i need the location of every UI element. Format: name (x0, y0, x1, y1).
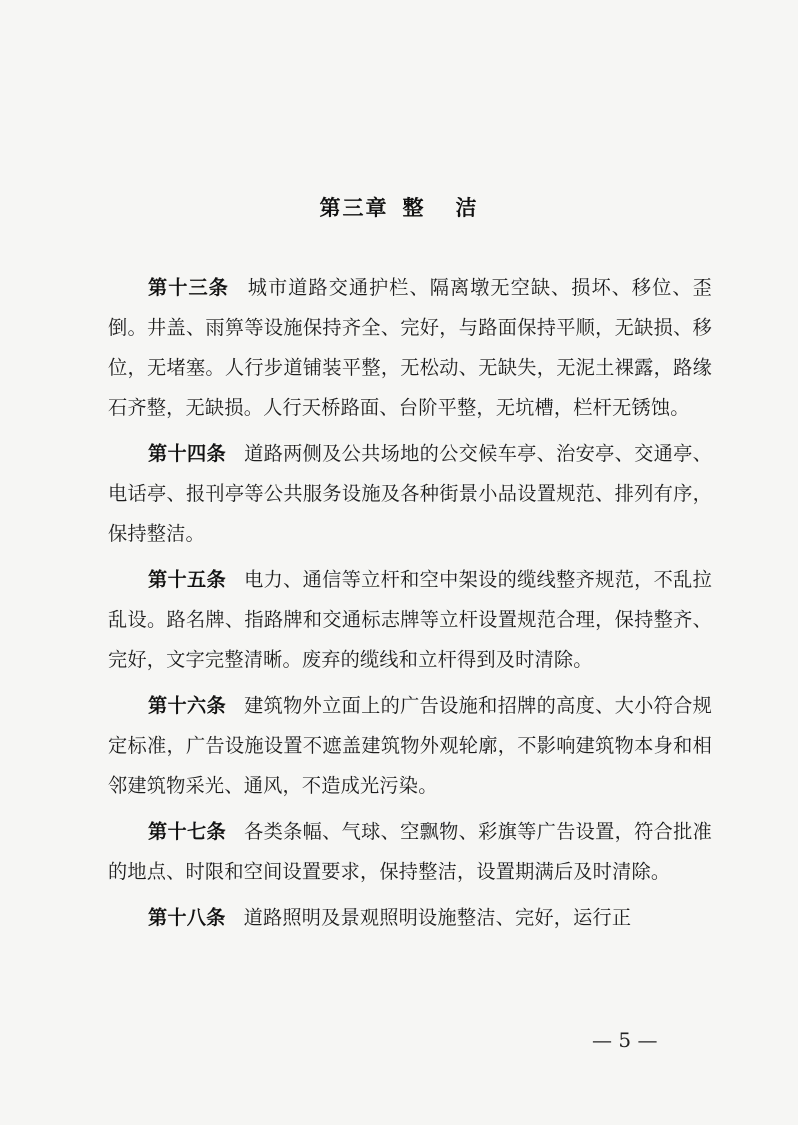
chapter-title-char-2: 洁 (455, 196, 479, 220)
article-text: 建筑物外立面上的广告设施和招牌的高度、大小符合规定标准，广告设施设置不遮盖建筑物外观轮廓，不影响建筑物本身和相邻建筑物采光、通风，不造成光污染。 (108, 694, 712, 797)
article-text: 电力、通信等立杆和空中架设的缆线整齐规范，不乱拉乱设。路名牌、指路牌和交通标志牌等立杆设置规范合理，保持整齐、完好，文字完整清晰。废弃的缆线和立杆得到及时清除。 (108, 568, 712, 671)
article-text: 道路两侧及公共场地的公交候车亭、治安亭、交通亭、电话亭、报刊亭等公共服务设施及各种街景小品设置规范、排列有序，保持整洁。 (108, 442, 712, 545)
article-number: 第十八条 (148, 906, 226, 929)
article-text: 各类条幅、气球、空飘物、彩旗等广告设置，符合批准的地点、时限和空间设置要求，保持整洁，设置期满后及时清除。 (108, 820, 712, 883)
article-number: 第十七条 (148, 820, 226, 843)
article-14 (108, 434, 712, 554)
article-13 (108, 268, 712, 428)
chapter-title (0, 192, 798, 222)
article-number: 第十五条 (148, 568, 226, 591)
article-text: 城市道路交通护栏、隔离墩无空缺、损坏、移位、歪倒。井盖、雨箅等设施保持齐全、完好，与路面保持平顺，无缺损、移位，无堵塞。人行步道铺装平整，无松动、无缺失，无泥土裸露，路缘石齐整，无缺损。人行天桥路面、台阶平整，无坑槽，栏杆无锈蚀。 (108, 276, 712, 419)
chapter-label: 第三章 (319, 196, 389, 220)
article-15 (108, 560, 712, 680)
article-16 (108, 686, 712, 806)
article-number: 第十三条 (148, 276, 229, 299)
chapter-body (108, 268, 712, 944)
chapter-title-char-1: 整 (402, 196, 426, 220)
article-text: 道路照明及景观照明设施整洁、完好，运行正 (243, 906, 632, 929)
article-18 (108, 898, 712, 938)
article-17 (108, 812, 712, 892)
article-number: 第十四条 (148, 442, 226, 465)
article-number: 第十六条 (148, 694, 226, 717)
page-number: — 5 — (592, 1028, 658, 1052)
